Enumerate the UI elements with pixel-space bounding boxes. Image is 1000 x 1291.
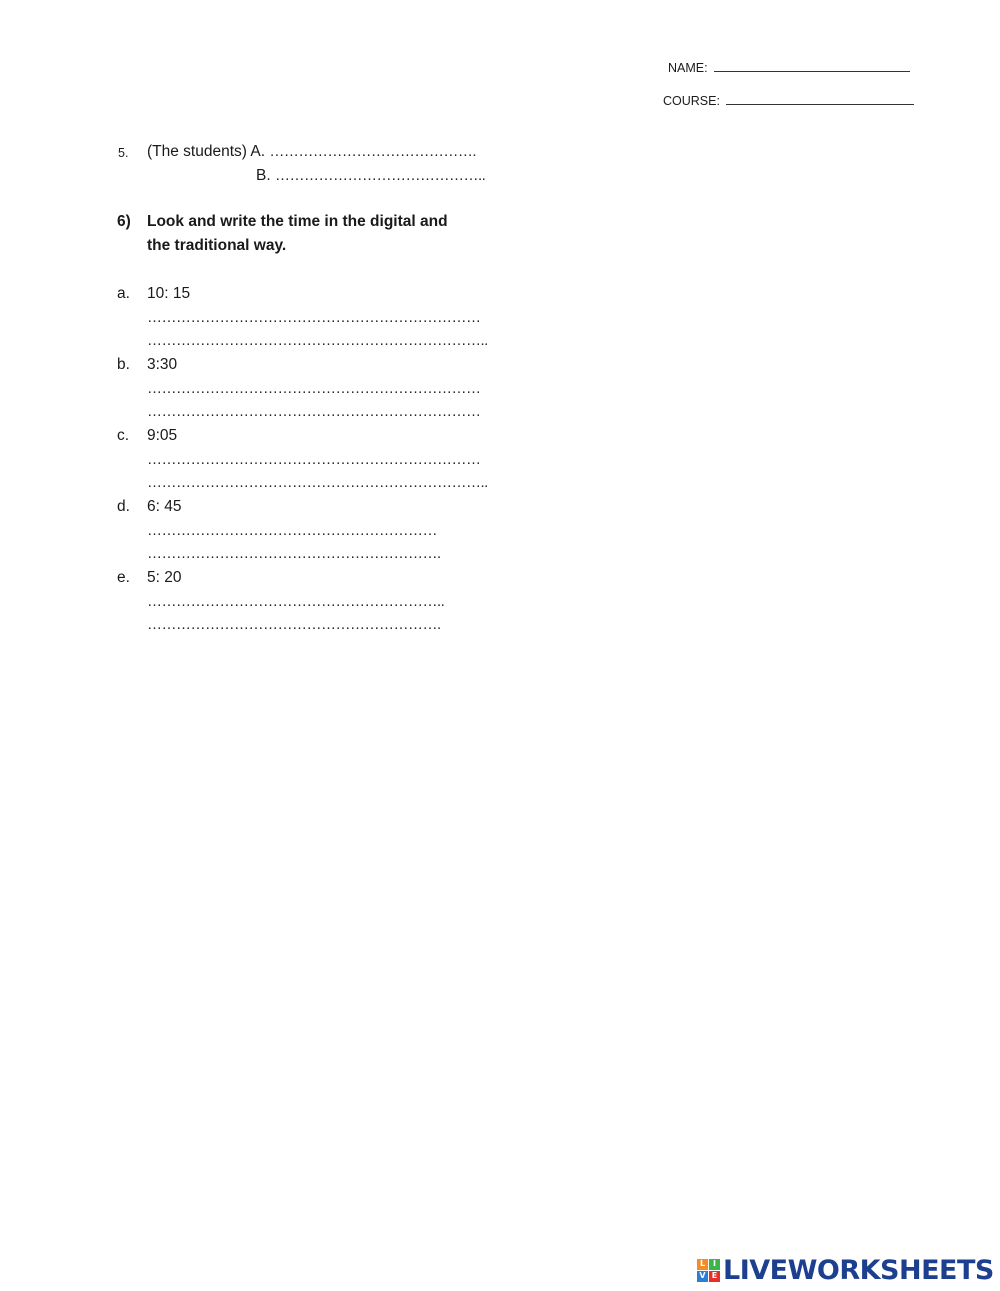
course-field[interactable]	[663, 92, 914, 108]
answer-line[interactable]: …………………………………………………….	[147, 545, 441, 562]
item-time: 10: 15	[147, 285, 191, 302]
logo-letter-e: E	[709, 1271, 720, 1282]
name-field[interactable]	[668, 59, 910, 75]
question-6-number: 6)	[117, 213, 131, 230]
question-5-prefix: (The students) A.	[147, 143, 270, 160]
answer-line[interactable]: ……………………………………………………………	[147, 380, 481, 397]
answer-line[interactable]: ……………………………………………………………..	[147, 332, 488, 349]
answer-line[interactable]: …………………………………………………….	[147, 616, 441, 633]
answer-line[interactable]: ……………………………………………………………	[147, 309, 481, 326]
live-grid-icon	[697, 1259, 720, 1282]
item-letter: e.	[117, 569, 130, 586]
answer-line[interactable]: ……………………………………………………	[147, 522, 437, 539]
answer-line[interactable]: ……………………………………………………………..	[147, 474, 488, 491]
course-label: COURSE:	[663, 94, 720, 108]
item-time: 9:05	[147, 427, 178, 444]
question-5-line-b	[256, 166, 485, 186]
name-input-line[interactable]	[714, 59, 910, 72]
answer-line[interactable]: ……………………………………………………………	[147, 451, 481, 468]
item-time: 3:30	[147, 356, 178, 373]
logo-letter-l: L	[697, 1259, 708, 1270]
question-5-number: 5.	[118, 146, 129, 160]
item-time: 6: 45	[147, 498, 182, 515]
liveworksheets-logo	[697, 1255, 994, 1285]
answer-line-5b[interactable]: ……………………………………..	[274, 167, 486, 184]
question-6-instruction-2: the traditional way.	[147, 237, 287, 254]
answer-line[interactable]: ……………………………………………………..	[147, 593, 445, 610]
question-6-instruction-1: Look and write the time in the digital and	[147, 213, 448, 230]
course-input-line[interactable]	[726, 92, 914, 105]
logo-letter-v: V	[697, 1271, 708, 1282]
logo-text: LIVEWORKSHEETS	[723, 1254, 994, 1286]
item-letter: b.	[117, 356, 130, 373]
item-letter: d.	[117, 498, 130, 515]
logo-letter-i: I	[709, 1259, 720, 1270]
item-time: 5: 20	[147, 569, 182, 586]
item-letter: c.	[117, 427, 130, 444]
question-5-label-b: B.	[256, 167, 275, 184]
item-letter: a.	[117, 285, 130, 302]
answer-line-5a[interactable]: …………………………………….	[269, 143, 477, 160]
name-label: NAME:	[668, 61, 708, 75]
question-5-line-a	[147, 142, 476, 162]
answer-line[interactable]: ……………………………………………………………	[147, 403, 481, 420]
